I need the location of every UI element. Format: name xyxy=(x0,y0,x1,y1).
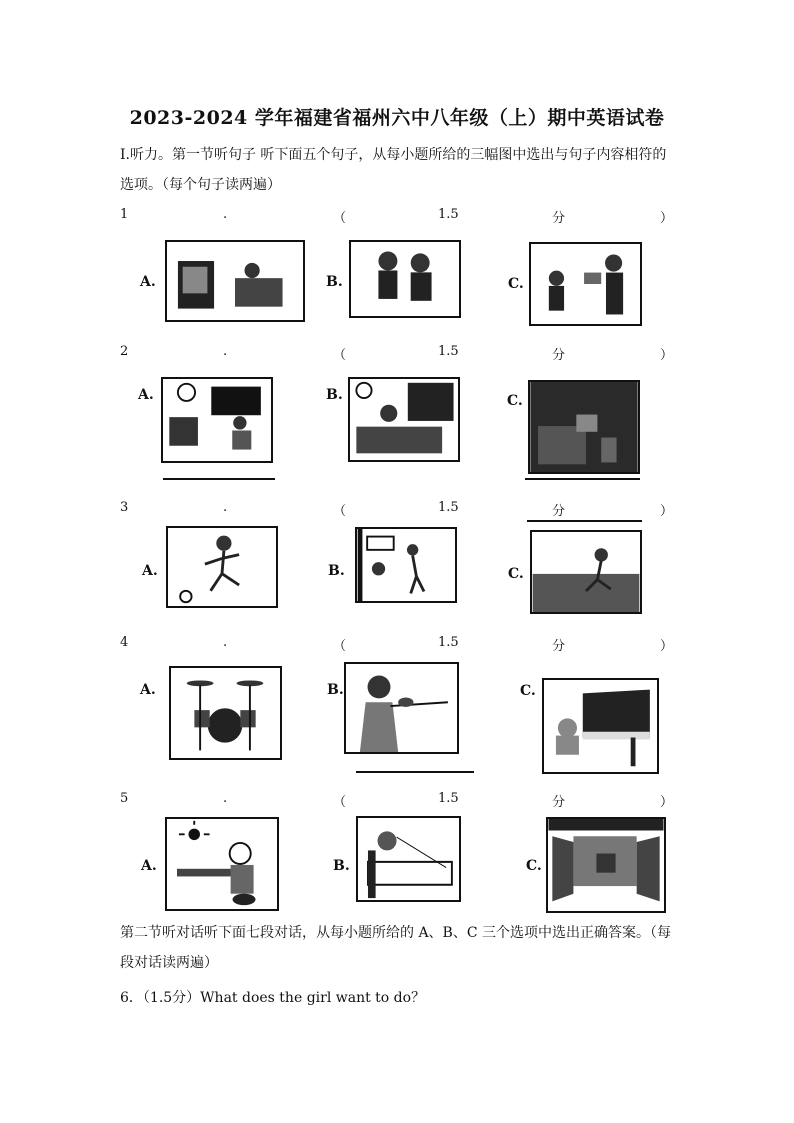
window-view-icon[interactable] xyxy=(546,817,666,913)
option-label-b: B. xyxy=(327,682,344,698)
question-dot: . xyxy=(223,344,228,359)
question-dot: . xyxy=(223,207,228,222)
question-4-row xyxy=(120,635,675,655)
right-paren: ） xyxy=(660,504,674,519)
boy-giving-gift-icon[interactable] xyxy=(529,242,642,326)
runner-outdoor-icon[interactable] xyxy=(530,530,642,614)
dog-piano-icon[interactable] xyxy=(542,678,659,774)
question-1-row xyxy=(120,207,675,227)
score-unit: 分 xyxy=(552,795,566,810)
question-2-row xyxy=(120,344,675,364)
girl-in-bed-icon[interactable] xyxy=(356,816,461,902)
option-label-c: C. xyxy=(507,393,523,409)
question-score: 1.5 xyxy=(438,791,459,806)
man-sleeping-desk-icon[interactable] xyxy=(348,377,460,462)
right-paren: ） xyxy=(660,348,674,363)
tv-clock-night-icon[interactable] xyxy=(161,377,273,463)
right-paren: ） xyxy=(660,795,674,810)
basketball-player-icon[interactable] xyxy=(355,527,457,603)
question-number: 4 xyxy=(120,635,129,650)
option-label-a: A. xyxy=(140,682,156,698)
two-boys-talking-icon[interactable] xyxy=(349,240,461,318)
score-unit: 分 xyxy=(552,639,566,654)
section2-heading: 第二节听对话听下面七段对话，从每小题所给的 A、B、C 三个选项中选出正确答案。（每段对话读两遍） xyxy=(120,925,672,971)
question-dot: . xyxy=(223,500,228,515)
option-label-a: A. xyxy=(142,563,158,579)
boy-headache-desk-icon[interactable] xyxy=(165,817,279,911)
score-unit: 分 xyxy=(552,504,566,519)
girl-violin-icon[interactable] xyxy=(344,662,459,754)
divider-line xyxy=(163,478,275,480)
question-score: 1.5 xyxy=(438,500,459,515)
question-dot: . xyxy=(223,791,228,806)
right-paren: ） xyxy=(660,211,674,226)
question-number: 5 xyxy=(120,791,129,806)
question-3-row xyxy=(120,500,675,520)
option-label-a: A. xyxy=(138,387,154,403)
page-title: 2023-2024 学年福建省福州六中八年级（上）期中英语试卷 xyxy=(129,107,665,129)
left-paren: （ xyxy=(333,211,347,226)
left-paren: （ xyxy=(333,504,347,519)
question-5-row xyxy=(120,791,675,811)
question-number: 2 xyxy=(120,344,129,359)
divider-line xyxy=(525,478,640,480)
score-unit: 分 xyxy=(552,211,566,226)
question-6: 6．（1.5分）What does the girl want to do？ xyxy=(120,990,426,1006)
divider-line xyxy=(356,771,474,773)
option-label-c: C. xyxy=(526,858,542,874)
option-label-b: B. xyxy=(326,274,343,290)
left-paren: （ xyxy=(333,795,347,810)
section1-heading: I.听力。第一节听句子 听下面五个句子，从每小题所给的三幅图中选出与句子内容相符的选项。（每个句子读两遍） xyxy=(120,147,667,193)
right-paren: ） xyxy=(660,639,674,654)
option-label-b: B. xyxy=(326,387,343,403)
boy-kicking-ball-icon[interactable] xyxy=(166,526,278,608)
question-number: 1 xyxy=(120,207,129,222)
tv-man-sofa-icon[interactable] xyxy=(165,240,305,322)
drum-set-icon[interactable] xyxy=(169,666,282,760)
question-score: 1.5 xyxy=(438,207,459,222)
left-paren: （ xyxy=(333,348,347,363)
option-label-b: B. xyxy=(328,563,345,579)
option-label-c: C. xyxy=(508,276,524,292)
option-label-b: B. xyxy=(333,858,350,874)
option-label-a: A. xyxy=(141,858,157,874)
question-number: 3 xyxy=(120,500,129,515)
office-night-icon[interactable] xyxy=(528,380,640,474)
question-score: 1.5 xyxy=(438,635,459,650)
option-label-a: A. xyxy=(140,274,156,290)
question-score: 1.5 xyxy=(438,344,459,359)
option-label-c: C. xyxy=(508,566,524,582)
question-dot: . xyxy=(223,635,228,650)
left-paren: （ xyxy=(333,639,347,654)
divider-line xyxy=(527,520,642,522)
score-unit: 分 xyxy=(552,348,566,363)
option-label-c: C. xyxy=(520,683,536,699)
